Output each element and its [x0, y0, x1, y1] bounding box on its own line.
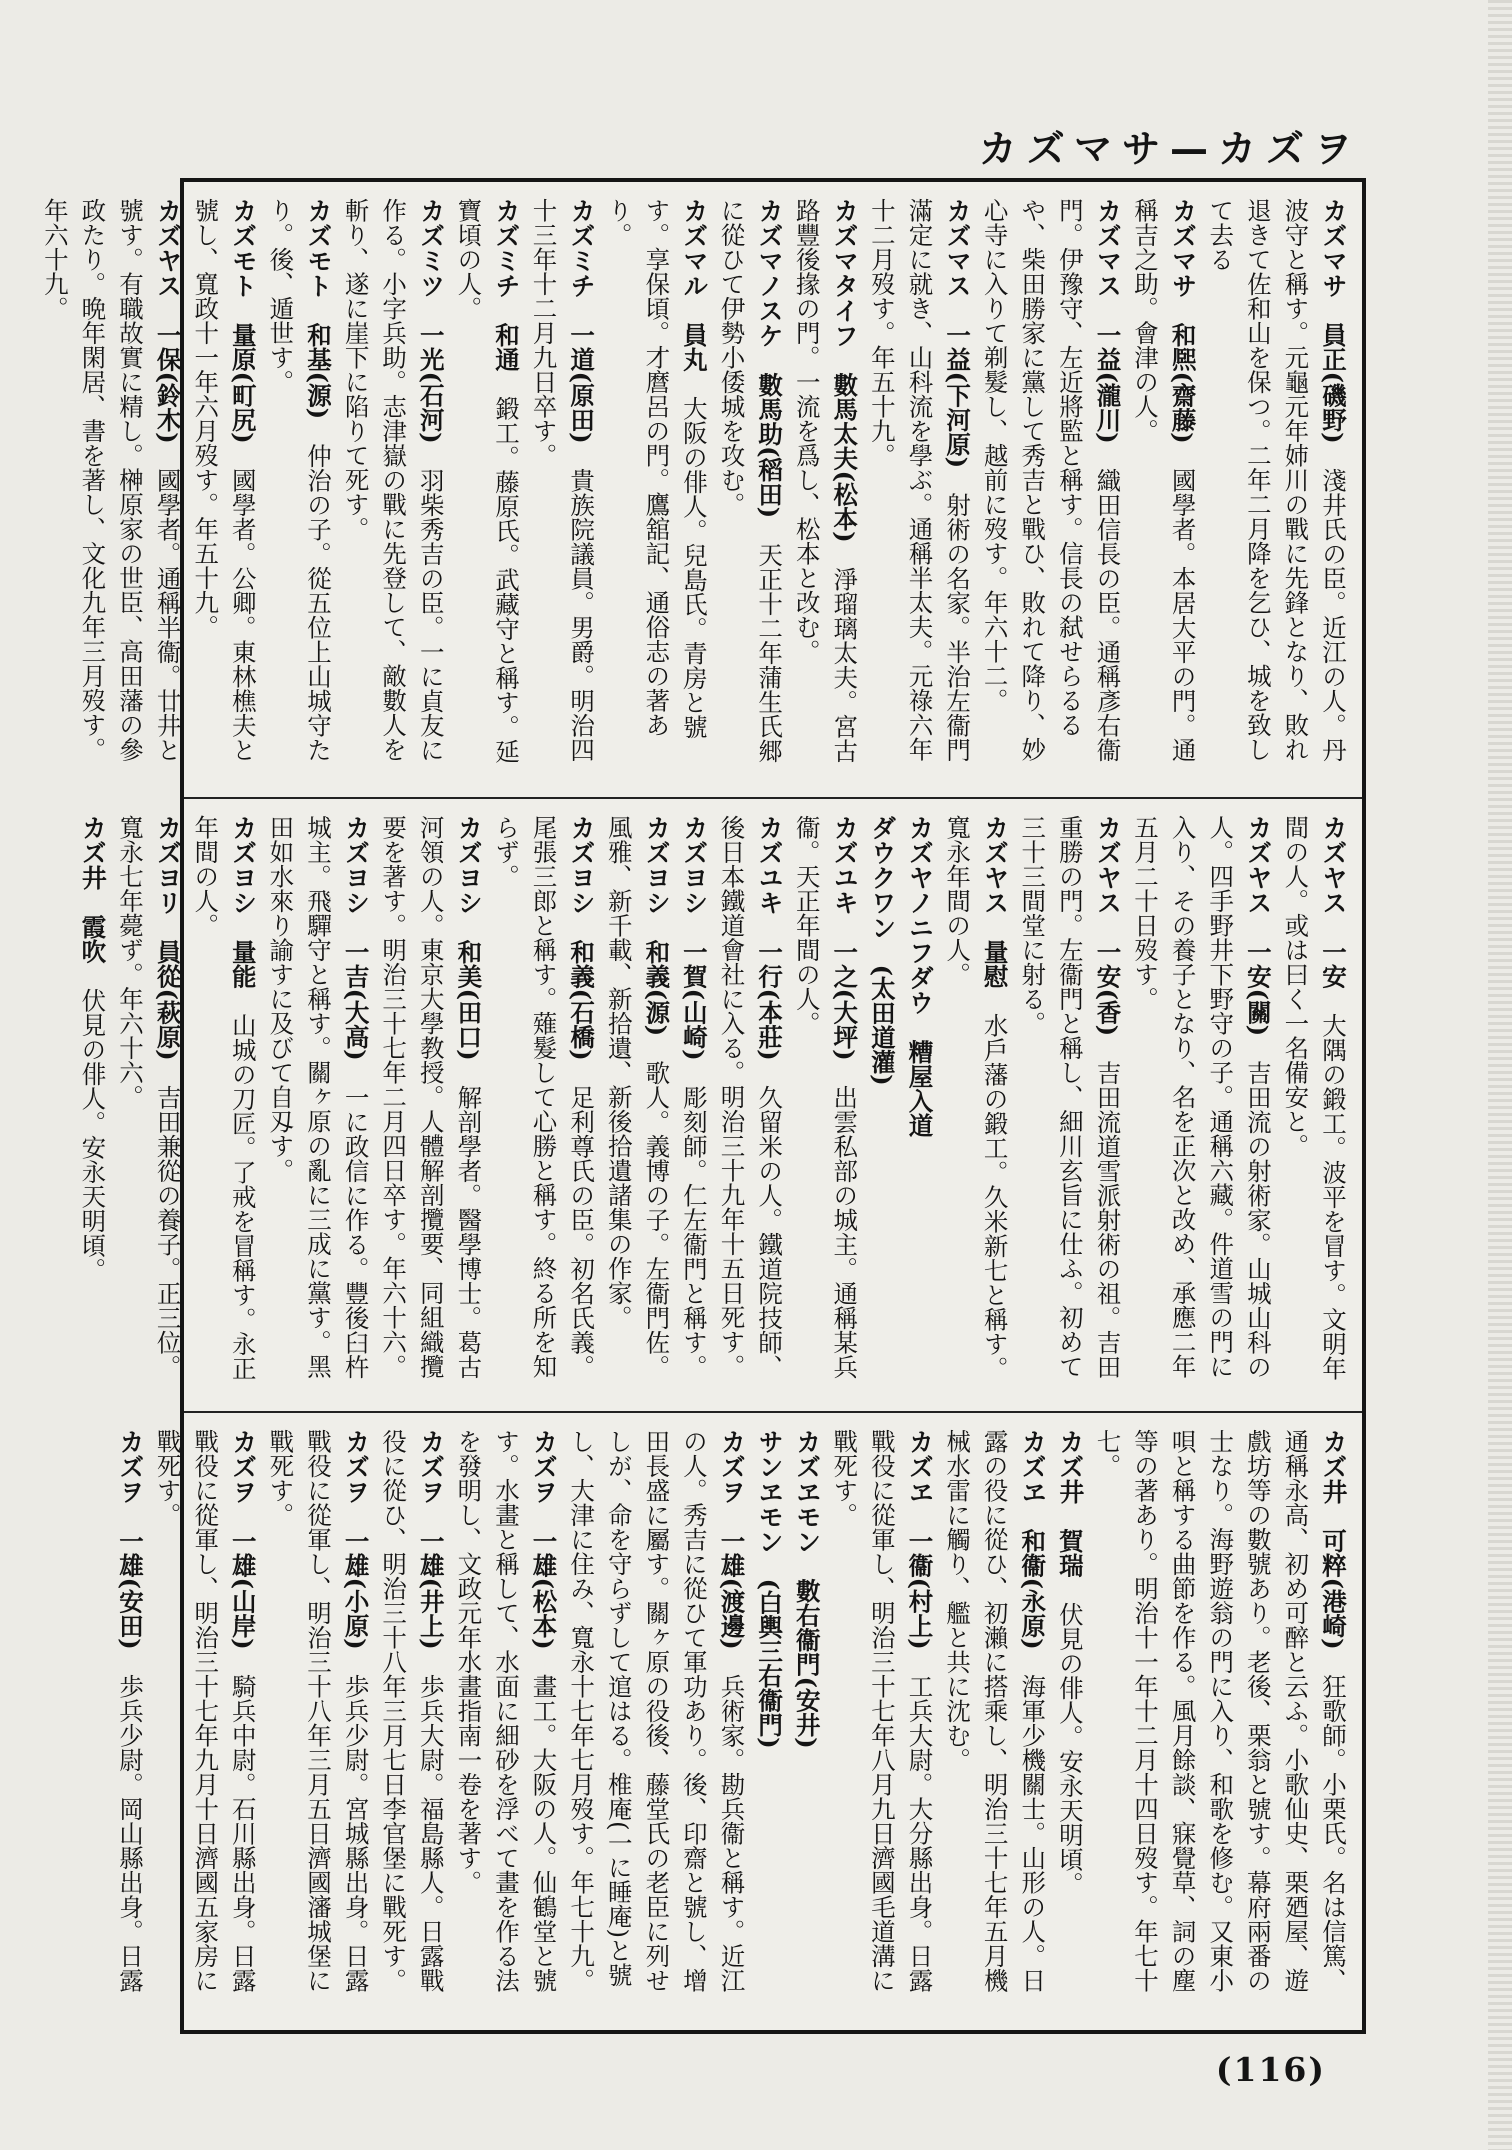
entry-headword: カズヨシ — [228, 815, 258, 915]
entry-headword: カズヨシ — [341, 815, 371, 915]
entry-headword: カズ井 — [1319, 1429, 1348, 1504]
dictionary-entry — [149, 1429, 262, 2014]
entry-description: 伏見の俳人。安永天明頃。 — [78, 988, 108, 1282]
entry-name: 一道(原田) — [567, 322, 597, 444]
entry-description: 一に政信に作る。豐後臼杵城主。飛驒守と稱す。關ヶ原の亂に三成に黨す。黑田如水來り諭すに及びて自刄す。 — [266, 815, 371, 1380]
dictionary-entry — [863, 815, 901, 1400]
entry-description: 國學者。公卿。東林樵夫と號し、寬政十一年六月歿す。年五十九。 — [191, 198, 258, 763]
entry-description: 海軍少機關士。山形の人。日露の役に從ひ、初瀨に搭乘し、明治三十七年五月機械水雷に觸り、艦と共に沈む。 — [943, 1429, 1048, 1993]
entry-headword: カズヤス — [1319, 815, 1348, 915]
entry-description: 出雲私部の城主。通稱某兵衞。天正年間の人。 — [792, 815, 860, 1380]
tier-text — [74, 815, 1352, 1400]
entry-name: 一益(下河原) — [943, 322, 973, 469]
entry-description: 吉田兼從の養子。正三位。寬永七年薨ず。年六十六。 — [116, 815, 183, 1380]
entry-name: (太田道灌) — [867, 964, 897, 1086]
dictionary-entry — [600, 815, 675, 1400]
entry-description: 歩兵少尉。岡山縣出身。日露 — [116, 1674, 145, 1993]
entry-name: 一賀(山崎) — [679, 939, 709, 1061]
entry-headword: カズヨシ — [567, 815, 597, 915]
entry-name: 和基(源) — [303, 322, 333, 420]
dictionary-entry — [863, 198, 976, 783]
dictionary-entry — [262, 1429, 375, 2014]
dictionary-entry — [1089, 1429, 1352, 2014]
dictionary-entry — [111, 815, 186, 1400]
entry-name: 一安(香) — [1093, 939, 1123, 1037]
entry-name: 賀瑞 — [1055, 1528, 1085, 1578]
dictionary-entry — [1126, 815, 1276, 1400]
entry-headword: カズモト — [303, 198, 333, 298]
dictionary-entry — [901, 815, 939, 1400]
entry-description: 大隅の鍛工。波平を冒す。文明年間の人。或は曰く一名備安と。 — [1281, 815, 1348, 1381]
entry-description: 射術の名家。半治左衞門滿定に就き、山科流を學ぶ。通稱半太夫。元祿六年十二月歿す。年五十九。 — [867, 198, 973, 763]
entry-description: 工兵大尉。大分縣出身。日露戰役に從軍し、明治三十七年八月九日濟國毛道溝に戰死す。 — [830, 1429, 935, 1993]
dictionary-entry — [826, 1429, 939, 2014]
entry-description: 淺井氏の臣。近江の人。丹波守と稱す。元龜元年姉川の戰に先鋒となり、敗れ退きて佐和山を保つ。二年二月降を乞ひ、城を致して去る — [1206, 198, 1348, 763]
dictionary-entry — [111, 1429, 149, 2014]
entry-description: 織田信長の臣。通稱彥右衞門。伊豫守、左近將監と稱す。信長の弑せらるるや、柴田勝家に黨して秀吉と戰ひ、敗れて降り、妙心寺に入りて剃髮し、越前に歿す。年六十二。 — [980, 198, 1123, 763]
dictionary-entry — [337, 198, 450, 783]
entry-name: 員從(萩原) — [153, 939, 183, 1061]
entry-name: 數馬助(稻田) — [755, 372, 785, 519]
entry-name: 量原(町尻) — [228, 322, 258, 444]
entry-description: 歩兵大尉。福島縣人。日露戰役に從ひ、明治三十八年三月七日李官堡に戰死す。 — [379, 1429, 446, 1993]
entry-headword: カズヲ — [416, 1429, 446, 1504]
entry-description: 羽柴秀吉の臣。一に貞友に作る。小字兵助。志津嶽の戰に先登して、敵數人を斬り、遂に崖下に陷りて死す。 — [341, 198, 446, 763]
entry-name: 和美(田口) — [454, 939, 484, 1061]
entry-name: 一雄(渡邊) — [717, 1528, 747, 1650]
dictionary-entry — [525, 198, 600, 783]
entry-name: 一雄(小原) — [341, 1528, 371, 1650]
dictionary-entry — [788, 815, 863, 1400]
entry-description: 歩兵少尉。宮城縣出身。日露戰役に從軍し、明治三十八年三月五日濟國瀋城堡に戰死す。 — [266, 1429, 371, 1993]
entry-name: 一雄(井上) — [416, 1528, 446, 1650]
dictionary-entry — [1277, 815, 1352, 1400]
dictionary-entry — [675, 815, 713, 1400]
entry-name: 一行(本莊) — [755, 939, 785, 1061]
entry-name: 數馬太夫(松本) — [830, 372, 860, 543]
dictionary-entry — [74, 815, 112, 1400]
dictionary-entry — [375, 1429, 450, 2014]
dictionary-entry — [262, 198, 337, 783]
entry-name: 一之(大坪) — [830, 939, 860, 1061]
entry-headword: カズマサ — [1319, 198, 1348, 298]
page-frame — [40, 178, 1366, 2034]
tier-text — [111, 1429, 1352, 2014]
entry-description: 伏見の俳人。安永天明頃。 — [1055, 1602, 1085, 1896]
entry-headword: カズヲ — [341, 1429, 371, 1504]
entry-name: 一安 — [1319, 939, 1348, 989]
entry-name: 可粹(港崎) — [1319, 1528, 1348, 1650]
entry-description: 貴族院議員。男爵。明治四十三年十二月九日卒す。 — [529, 198, 597, 763]
entry-name: 一雄(山岸) — [228, 1528, 258, 1650]
entry-name: 數右衞門(安井) — [792, 1578, 822, 1749]
entry-description: 天正十二年蒲生氏郷に從ひて伊勢小倭城を攻む。 — [717, 198, 785, 764]
entry-headword: カズヲ — [529, 1429, 559, 1504]
entry-headword: サンヱモン — [755, 1429, 785, 1554]
entry-description: 國學者。本居大平の門。通稱吉之助。會津の人。 — [1131, 198, 1198, 763]
entry-headword: カズヱ — [1018, 1429, 1048, 1504]
entry-headword: ダウクワン — [867, 815, 897, 940]
dictionary-entry — [976, 198, 1126, 783]
entry-description: 狂歌師。小栗氏。名は信篤、通稱永高、初め可醉と云ふ。小歌仙史、栗廼屋、遊戲坊等の數號あり。老後、栗翁と號す。幕府兩番の士なり。海野遊翁の門に入り、和歌を修む。又東小唄と稱する曲節を作る。風月餘談、寐覺草、詞の塵等の著あり。明治十一年十二月十四日歿す。年七十七。 — [1093, 1429, 1348, 1993]
dictionary-entry — [450, 1429, 563, 2014]
entry-headword: カズマス — [943, 198, 973, 298]
dictionary-entry — [375, 815, 488, 1400]
entry-name: 一吉(大高) — [341, 939, 371, 1061]
entry-name: 糟屋入道 — [905, 1039, 935, 1138]
dictionary-entry — [450, 198, 525, 783]
entry-description: 解剖學者。醫學博士。葛古河領の人。東京大學教授。人體解剖攬要、同組織攬要を著す。明治三十七年二月四日卒す。年六十六。 — [379, 815, 484, 1380]
entry-headword: カズヲ — [228, 1429, 258, 1504]
entry-headword: カズマサ — [1168, 198, 1198, 298]
entry-description: 國學者。通稱半衞。廿井と號す。有職故實に精し。榊原家の世臣、高田藩の參政たり。晩年閑居、書を著し、文化九年三月歿す。年六十九。 — [40, 198, 183, 763]
entry-headword: カズヤス — [1243, 815, 1273, 915]
entry-headword: カズユキ — [755, 815, 785, 915]
entry-name: 一安(關) — [1243, 939, 1273, 1037]
entry-name: 和義(源) — [642, 939, 672, 1037]
entry-headword: カズヨシ — [454, 815, 484, 915]
tier-middle — [78, 799, 1362, 1411]
dictionary-entry — [788, 198, 863, 783]
entry-description: 足利尊氏の臣。初名氏義。尾張三郎と稱す。薙髮して心勝と稱す。終る所を知らず。 — [491, 815, 597, 1380]
entry-description: 吉田流の射術家。山城山科の人。四手野井下野守の子。通稱六藏。件道雪の門に入り、その養子となり、名を正次と改め、承應二年五月二十日歿す。 — [1131, 815, 1273, 1380]
entry-headword: カズミチ — [567, 198, 597, 298]
entry-description: 山城の刀匠。了戒を冒稱す。永正年間の人。 — [191, 815, 258, 1381]
entry-description: 畫工。大阪の人。仙鶴堂と號す。水畫と稱して、水面に細砂を浮べて畫を作る法を發明し、文政元年水畫指南一卷を著す。 — [454, 1429, 559, 1993]
entry-headword: カズヤス — [153, 198, 183, 298]
entry-name: 一衞(村上) — [905, 1528, 935, 1650]
entry-name: 一雄(安田) — [116, 1528, 145, 1650]
entry-name: 和衞(永原) — [1018, 1528, 1048, 1650]
dictionary-entry — [600, 198, 713, 783]
dictionary-entry — [938, 815, 1013, 1400]
page-number: (116) — [1215, 2050, 1326, 2089]
entry-headword: カズヨシ — [642, 815, 672, 915]
dictionary-entry — [1014, 815, 1127, 1400]
dictionary-entry — [788, 1429, 826, 2014]
dictionary-entry — [713, 815, 788, 1400]
dictionary-entry — [1202, 198, 1352, 783]
entry-name: 一光(石河) — [416, 322, 446, 444]
entry-headword: カズマス — [1093, 198, 1123, 298]
dictionary-entry — [1051, 1429, 1089, 2014]
entry-name: 一益(瀧川) — [1093, 322, 1123, 444]
entry-headword: カズヤス — [1093, 815, 1123, 915]
entry-description: 淨瑠璃太夫。宮古路豐後掾の門。一流を爲し、松本と改む。 — [792, 198, 860, 764]
entry-description: 彫刻師。仁左衞門と稱す。 — [679, 1085, 709, 1380]
entry-name: 量能 — [228, 939, 258, 989]
entry-headword: カズヲ — [717, 1429, 747, 1504]
entry-description: 仲治の子。從五位上山城守たり。後、遁世す。 — [266, 198, 333, 763]
entry-description: 吉田流道雪派射術の祖。吉田重勝の門。左衞門と稱し、細川玄旨に仕ふ。初めて三十三間堂に射る。 — [1018, 815, 1123, 1380]
entry-headword: カズヱ — [905, 1429, 935, 1504]
entry-headword: カズヲ — [116, 1429, 145, 1504]
dictionary-entry — [487, 815, 600, 1400]
entry-name: 和通 — [491, 322, 521, 372]
entry-headword: カズマノスケ — [755, 198, 785, 348]
entry-name: (白輿三右衞門) — [755, 1578, 785, 1749]
entry-description: 兵術家。勘兵衞と稱す。近江の人。秀吉に從ひて軍功あり。後、印齋と號し、增田長盛に屬す。關ヶ原の役後、藤堂氏の老臣に列せしが、命を守らずして逭はる。椎庵(一に睡庵)と號し、大津に住み、寬永十七年七月歿す。年七十九。 — [567, 1429, 747, 1993]
dictionary-entry — [938, 1429, 1051, 2014]
entry-name: 員丸 — [679, 322, 709, 372]
entry-description: 久留米の人。鐵道院技師、後日本鐵道會社に入る。明治三十九年十五日死す。 — [717, 815, 785, 1380]
entry-description: 大阪の俳人。兒島氏。青房と號す。享保頃。才麿呂の門。鷹舘記、通俗志の著あり。 — [604, 198, 709, 739]
dictionary-entry — [563, 1429, 751, 2014]
entry-headword: カズマタイフ — [830, 198, 860, 348]
entry-headword: カズミチ — [491, 198, 521, 298]
entry-description: 騎兵中尉。石川縣出身。日露戰役に從軍し、明治三十七年九月十日濟國五家房に戰死す。 — [153, 1429, 258, 1993]
entry-name: 一雄(松本) — [529, 1528, 559, 1650]
tier-top — [40, 182, 1362, 797]
scanned-page-edge — [1488, 0, 1512, 2150]
dictionary-entry — [751, 1429, 789, 2014]
dictionary-entry — [713, 198, 788, 783]
dictionary-entry — [262, 815, 375, 1400]
dictionary-entry — [36, 198, 186, 783]
dictionary-entry — [187, 815, 262, 1400]
dictionary-entry — [187, 198, 262, 783]
dictionary-entry — [1126, 198, 1201, 783]
entry-name: 和義(石橋) — [567, 939, 597, 1061]
entry-headword: カズ井 — [1055, 1429, 1085, 1504]
tier-bottom — [116, 1413, 1362, 2030]
entry-name: 和熈(齋藤) — [1168, 322, 1198, 444]
entry-headword: カズ井 — [78, 815, 108, 890]
entry-description: 鍛工。藤原氏。武藏守と稱す。延寶頃の人。 — [454, 198, 521, 764]
entry-headword: カズユキ — [830, 815, 860, 915]
entry-name: 員正(磯野) — [1319, 322, 1348, 444]
entry-headword: カズヤス — [980, 815, 1010, 915]
entry-headword: カズモト — [228, 198, 258, 298]
entry-name: 量慰 — [980, 939, 1010, 989]
entry-headword: カズヨリ — [153, 815, 183, 915]
entry-description: 水戶藩の鍛工。久米新七と稱す。寬永年間の人。 — [943, 815, 1010, 1381]
entry-headword: カズヱモン — [792, 1429, 822, 1554]
entry-headword: カズヤノニフダウ — [905, 815, 935, 1015]
entry-headword: カズミツ — [416, 198, 446, 298]
entry-name: 一保(鈴木) — [153, 322, 183, 444]
entry-headword: カズヨシ — [679, 815, 709, 915]
entry-description: 歌人。義博の子。左衞門佐。風雅、新千載、新拾遺、新後拾遺諸集の作家。 — [604, 815, 672, 1380]
running-head: カズマサ—カズヲ — [978, 127, 1362, 171]
entry-name: 霞吹 — [78, 914, 108, 964]
tier-text — [36, 198, 1352, 783]
entry-headword: カズマル — [679, 198, 709, 298]
